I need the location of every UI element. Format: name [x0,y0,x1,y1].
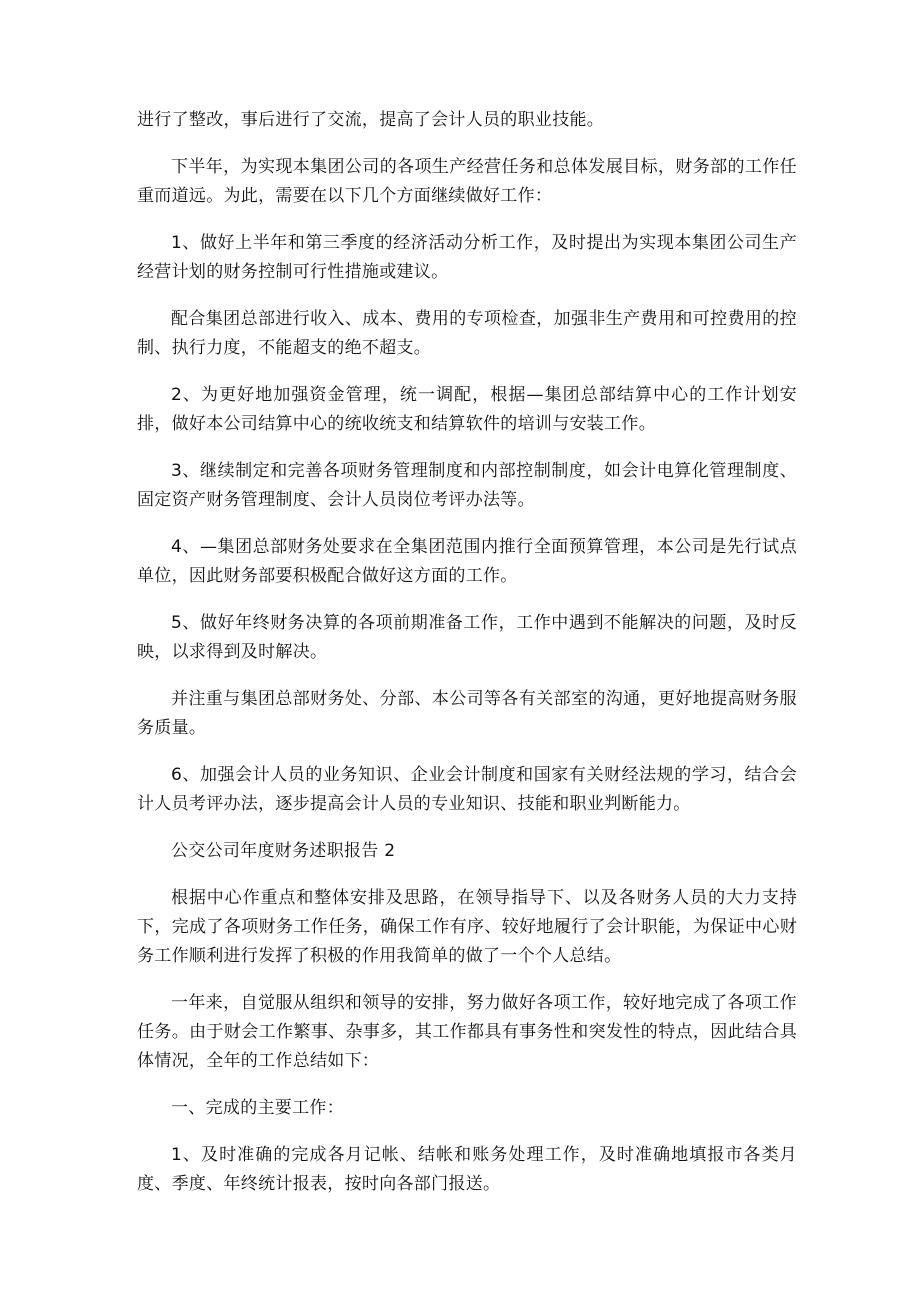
paragraph-item-2: 2、为更好地加强资金管理，统一调配，根据—集团总部结算中心的工作计划安排，做好本公司结算中心的统收统支和结算软件的培训与安装工作。 [137,385,797,434]
paragraph-item-3: 3、继续制定和完善各项财务管理制度和内部控制制度，如会计电算化管理制度、固定资产财务管理制度、会计人员岗位考评办法等。 [137,461,797,510]
paragraph-report-intro: 根据中心作重点和整体安排及思路，在领导指导下、以及各财务人员的大力支持下，完成了各项财务工作任务，确保工作有序、较好地履行了会计职能，为保证中心财务工作顺利进行发挥了积极的作用我简单的做了一个个人总结。 [137,888,797,966]
paragraph-item-5: 5、做好年终财务决算的各项前期准备工作，工作中遇到不能解决的问题，及时反映，以求得到及时解决。 [137,613,797,662]
paragraph-rectification: 进行了整改，事后进行了交流，提高了会计人员的职业技能。 [137,110,605,130]
paragraph-cost-inspection: 配合集团总部进行收入、成本、费用的专项检查，加强非生产费用和可控费用的控制、执行力度，不能超支的绝不超支。 [137,309,797,358]
paragraph-item-6: 6、加强会计人员的业务知识、企业会计制度和国家有关财经法规的学习，结合会计人员考评办法，逐步提高会计人员的专业知识、技能和职业判断能力。 [137,765,797,814]
paragraph-communication: 并注重与集团总部财务处、分部、本公司等各有关部室的沟通，更好地提高财务服务质量。 [137,689,797,738]
paragraph-second-half-intro: 下半年，为实现本集团公司的各项生产经营任务和总体发展目标，财务部的工作任重而道远。为此，需要在以下几个方面继续做好工作： [137,157,797,206]
paragraph-year-summary: 一年来，自觉服从组织和领导的安排，努力做好各项工作，较好地完成了各项工作任务。由于财会工作繁事、杂事多，其工作都具有事务性和突发性的特点，因此结合具体情况，全年的工作总结如下： [137,993,797,1071]
paragraph-item-4: 4、—集团总部财务处要求在全集团范围内推行全面预算管理，本公司是先行试点单位，因此财务部要积极配合做好这方面的工作。 [137,537,797,586]
section-heading-report-2: 公交公司年度财务述职报告 2 [171,841,396,861]
section-heading-main-work: 一、完成的主要工作： [171,1098,344,1118]
paragraph-main-work-item-1: 1、及时准确的完成各月记帐、结帐和账务处理工作，及时准确地填报市各类月度、季度、年终统计报表，按时向各部门报送。 [137,1145,797,1194]
document-body [137,106,797,1217]
paragraph-item-1: 1、做好上半年和第三季度的经济活动分析工作，及时提出为实现本集团公司生产经营计划的财务控制可行性措施或建议。 [137,233,797,282]
